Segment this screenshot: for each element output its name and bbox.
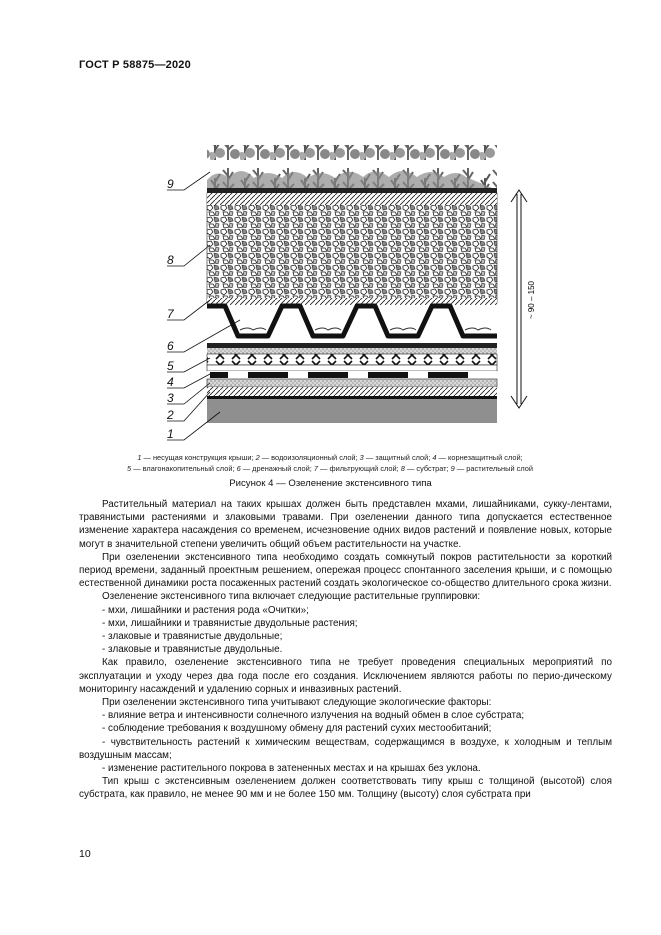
label-9: 9 <box>167 177 174 191</box>
label-7: 7 <box>167 307 174 321</box>
dimension-arrow <box>511 190 527 408</box>
list-item: - соблюдение требования к воздушному обмену для растений сухих местообитаний; <box>102 723 492 735</box>
list-item: - влияние ветра и интенсивности солнечного излучения на водный обмен в слое субстрата; <box>102 710 525 722</box>
figure-caption: Рисунок 4 — Озеленение экстенсивного типа <box>229 478 432 489</box>
substrate-layer <box>207 193 497 303</box>
list-item: - мхи, лишайники и травянистые двудольные растения; <box>102 617 358 629</box>
label-3: 3 <box>167 391 174 405</box>
label-6: 6 <box>167 339 174 353</box>
paragraph: Растительный материал на таких крышах должен быть представлен мхами, лишайниками, сукку-лентами, травянистыми растениями и злаковыми травами. При озеленении данного типа допускается естественное изменение характера насаждения со временем, исчезновение одних видов растений и появление новых, которые могут в значительной степени увеличить общий объем растительности на участке. <box>79 499 612 550</box>
page-number: 10 <box>79 848 91 860</box>
label-5: 5 <box>167 359 174 373</box>
list-item: - изменение растительного покрова в затененных местах и на крышах без уклона. <box>102 763 481 775</box>
list-item: - мхи, лишайники и растения рода «Очитки»; <box>102 604 309 616</box>
roof-layers-drawing <box>150 120 540 450</box>
load-bearing-layer <box>207 399 497 423</box>
filter-layer <box>207 298 497 305</box>
label-4: 4 <box>167 375 174 389</box>
paragraph: При озеленении экстенсивного типа необходимо создать сомкнутый покров растительности за короткий период времени, заданный проектным решением, опережая процесс спонтанного заселения крыши, и с помощью естественной динамики роста посаженных растений создать экологическое со-общество длительного срока жизни. <box>79 551 612 590</box>
figure-legend-line2: 5 — влагонакопительный слой; 6 — дренажный слой; 7 — фильтрующий слой; 8 — субстрат; 9 — растительный слой <box>127 464 533 473</box>
list-item: - злаковые и травянистые двудольные; <box>102 631 283 643</box>
moisture-layer <box>207 348 497 354</box>
body-text <box>79 498 612 802</box>
protective-layer <box>207 379 497 387</box>
figure-legend-line1: 1 — несущая конструкция крыши; 2 — водоизоляционный слой; 3 — защитный слой; 4 — корнезащитный слой; <box>137 453 523 462</box>
paragraph: При озеленении экстенсивного типа учитывают следующие экологические факторы: <box>102 697 492 709</box>
paragraph: Тип крыш с экстенсивным озеленением должен соответствовать типу крыш с толщиной (высотой) слоя субстрата, как правило, не менее 90 мм и не более 150 мм. Толщину (высоту) слоя субстрата при <box>79 776 612 801</box>
paragraph: Озеленение экстенсивного типа включает следующие растительные группировки: <box>102 591 481 603</box>
dimension-label: ~ 90 – 150 <box>527 280 536 320</box>
document-header: ГОСТ Р 58875—2020 <box>79 59 191 71</box>
waterproof-layer <box>207 387 497 396</box>
roof-section-figure <box>150 120 540 450</box>
list-item: - чувствительность растений к химическим веществам, содержащимся в воздухе, к холодным и теплым воздушным массам; <box>79 736 612 761</box>
label-2: 2 <box>167 408 174 422</box>
label-8: 8 <box>167 253 174 267</box>
list-item: - злаковые и травянистые двудольные. <box>102 644 283 656</box>
label-1: 1 <box>167 427 174 441</box>
paragraph: Как правило, озеленение экстенсивного типа не требует проведения специальных мероприятий по эксплуатации и уходу через два года после его создания. Исключением являются работы по перио-дическому мониторингу насаждений и удалению сорных и инвазивных растений. <box>79 657 612 695</box>
